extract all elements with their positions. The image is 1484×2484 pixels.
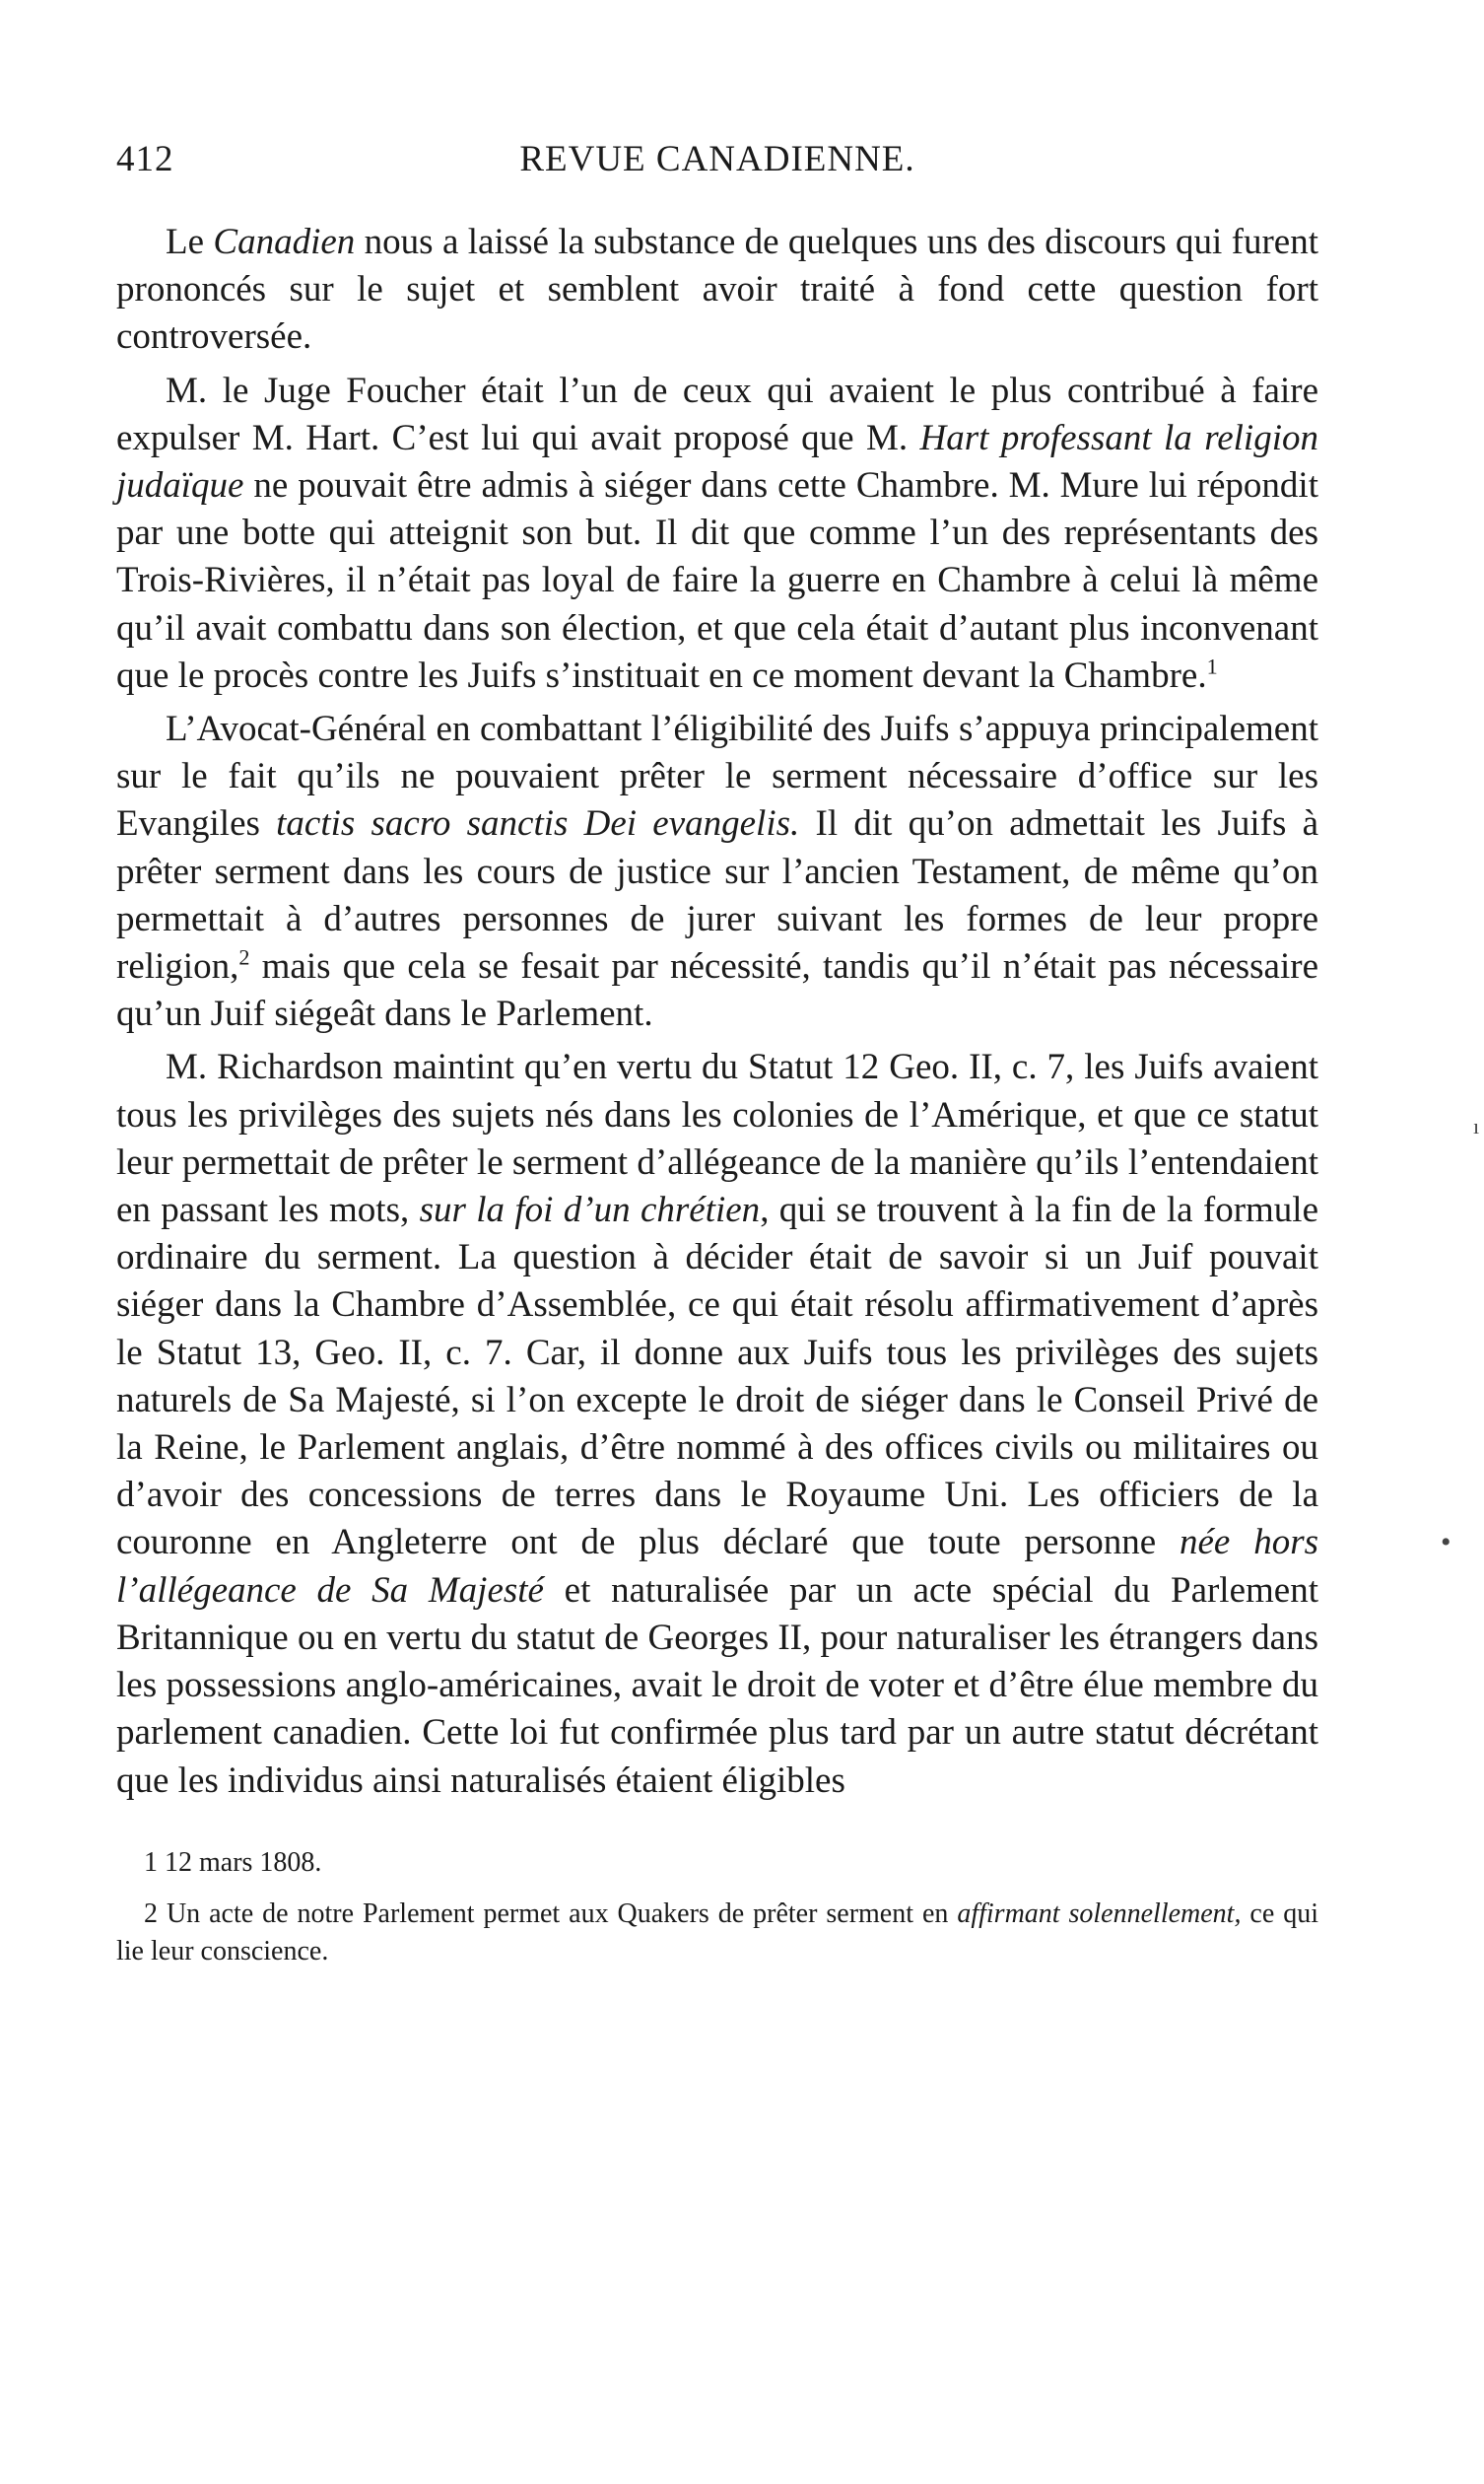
footnote-ref-2: 2 [238, 944, 250, 970]
margin-mark: ı [1473, 1114, 1480, 1138]
footnote-ref-1: 1 [1206, 654, 1218, 679]
footnote-2-number: 2 [144, 1898, 158, 1929]
footnotes [116, 1844, 1318, 1970]
paragraph-4: M. Richardson maintint qu’en vertu du Statut 12 Geo. II, c. 7, les Juifs avaient tous les privilèges des sujets nés dans les colonies de l’Amérique, et que ce statut leur permettait de prêter le serment d’allégeance de la manière qu’ils l’entendaient en passant les mots, sur la foi d’un chrétien, qui se trouvent à la fin de la formule ordinaire du serment. La question à décider était de savoir si un Juif pouvait siéger dans la Chambre d’Assemblée, ce qui était résolu affirmativement d’après le Statut 13, Geo. II, c. 7. Car, il donne aux Juifs tous les privilèges des sujets naturels de Sa Majesté, si l’on excepte le droit de siéger dans le Conseil Privé de la Reine, le Parlement anglais, d’être nommé à des offices civils ou militaires ou d’avoir des concessions de terres dans le Royaume Uni. Les officiers de la couronne en Angleterre ont de plus déclaré que toute personne née hors l’allégeance de Sa Majesté et naturalisée par un acte spécial du Parlement Britannique ou en vertu du statut de Georges II, pour naturaliser les étrangers dans les possessions anglo-américaines, avait le droit de voter et d’être élue membre du parlement canadien. Cette loi fut confirmée plus tard par un autre statut décrétant que les individus ainsi naturalisés étaient éligibles [116, 1047, 1319, 1801]
italic-nee-hors: née hors l’allégeance de Sa Majesté [116, 1522, 1318, 1611]
footnote-1-number: 1 [144, 1846, 158, 1878]
running-title: REVUE CANADIENNE. [519, 139, 915, 179]
italic-hart-professant: Hart professant la religion judaïque [116, 417, 1318, 507]
footnote-2: 2 Un acte de notre Parlement permet aux Quakers de prêter serment en affirmant solennellement, ce qui lie leur conscience. [116, 1898, 1318, 1966]
italic-canadien: Canadien [213, 222, 356, 262]
paragraph-1: Le Canadien nous a laissé la substance de quelques uns des discours qui furent prononcés sur le sujet et semblent avoir traité à fond cette question fort controversée. [116, 222, 1318, 358]
paragraph-2: M. le Juge Foucher était l’un de ceux qui avaient le plus contribué à faire expulser M. Hart. C’est lui qui avait proposé que M. Hart professant la religion judaïque ne pouvait être admis à siéger dans cette Chambre. M. Mure lui répondit par une botte qui atteignit son but. Il dit que comme l’un des représentants des Trois-Rivières, il n’était pas loyal de faire la guerre en Chambre à celui là même qu’il avait combattu dans son élection, et que cela était d’autant plus inconvenant que le procès contre les Juifs s’instituait en ce moment devant la Chambre.$^1$ [116, 370, 1318, 696]
italic-tactis: tactis sacro sanctis Dei evangelis. [276, 803, 800, 845]
page-number: 412 [116, 139, 174, 179]
footnote-1: 1 12 mars 1808. [144, 1846, 322, 1878]
page [116, 138, 1318, 1984]
body-text [116, 219, 1318, 1805]
running-head [116, 138, 1318, 197]
italic-sur-la-foi: sur la foi d’un chrétien [419, 1190, 761, 1231]
margin-dot: • [1441, 1526, 1451, 1558]
italic-affirmant: affirmant solennellement, [957, 1898, 1242, 1929]
paragraph-3: L’Avocat-Général en combattant l’éligibilité des Juifs s’appuya principalement sur le fait qu’ils ne pouvaient prêter le serment nécessaire d’office sur les Evangiles tactis sacro sanctis Dei evangelis. Il dit qu’on admettait les Juifs à prêter serment dans les cours de justice sur l’ancien Testament, de même qu’on permettait à d’autres personnes de jurer suivant les formes de leur propre religion,$^2$ mais que cela se fesait par nécessité, tandis qu’il n’était pas nécessaire qu’un Juif siégeât dans le Parlement. [116, 709, 1319, 1035]
